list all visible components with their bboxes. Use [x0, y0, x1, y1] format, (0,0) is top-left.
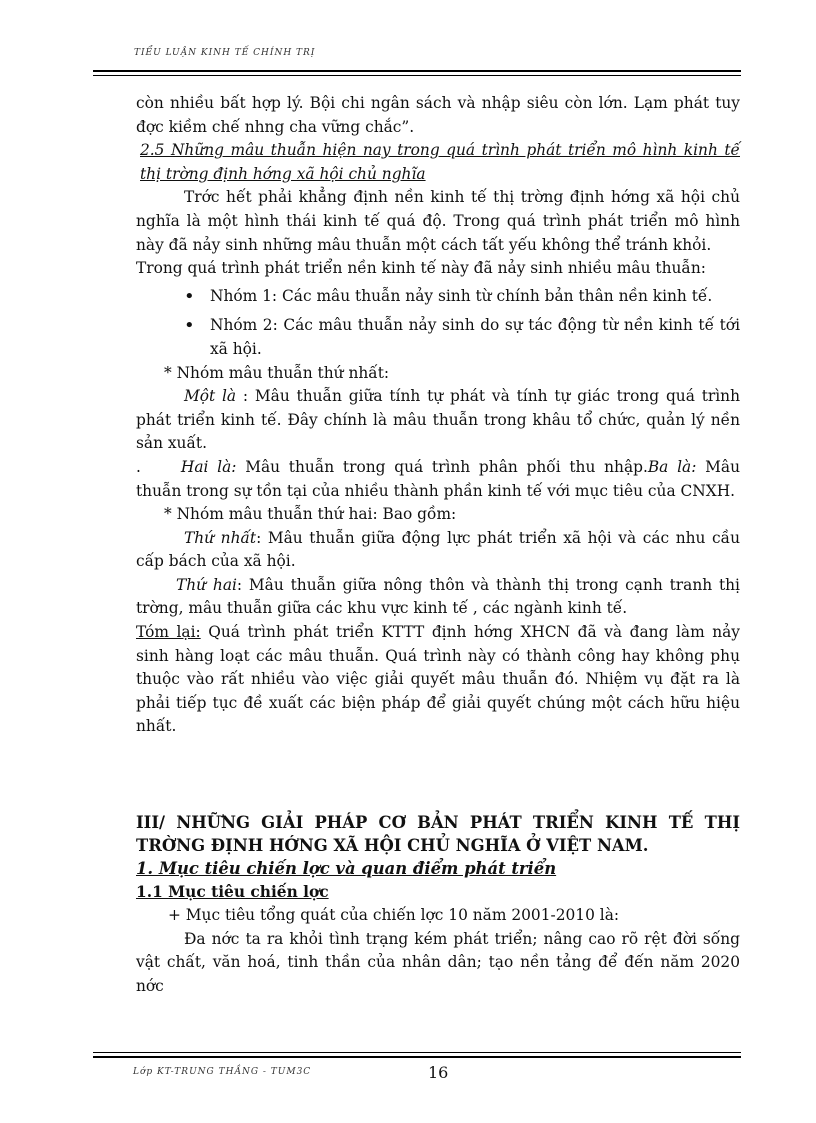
section-heading-1: 1. Mục tiêu chiến lợc và quan điểm phát triển — [136, 859, 557, 879]
page-number: 16 — [428, 1063, 449, 1082]
label-hai-la: Hai là: — [180, 457, 237, 476]
text: : Mâu thuẫn giữa tính tự phát và tính tự giác trong quá trình phát triển kinh tế. Đây chính là mâu thuẫn trong khâu tổ chức, quản lý nền sản xuất. — [136, 387, 740, 453]
header-rule-thin — [93, 75, 741, 76]
body-text — [136, 92, 740, 999]
paragraph — [136, 385, 740, 456]
label-mot-la: Một là — [184, 387, 237, 406]
chapter-heading: III/ NHỮNG GIẢI PHÁP CƠ BẢN PHÁT TRIỂN KINH TẾ THỊ TRỜNG ĐỊNH HỚNG XÃ HỘI CHỦ NGHĨA Ở VIỆT NAM. — [136, 813, 740, 856]
label-thu-hai: Thứ hai — [176, 575, 237, 594]
label-thu-nhat: Thứ nhất — [184, 528, 257, 547]
section-heading-2-5: 2.5 Những mâu thuẫn hiện nay trong quá trình phát triển mô hình kinh tế thị trờng định hớng xã hội chủ nghĩa — [140, 141, 740, 183]
group-heading: * Nhóm mâu thuẫn thứ nhất: — [164, 363, 390, 382]
paragraph: còn nhiều bất hợp lý. Bội chi ngân sách và nhập siêu còn lớn. Lạm phát tuy đợc kiềm chế nhng cha vững chắc”. — [136, 94, 740, 136]
running-footer: Lớp KT-TRUNG THẦNG - TUM3C — [133, 1067, 312, 1077]
paragraph: Trong quá trình phát triển nền kinh tế này đã nảy sinh nhiều mâu thuẫn: — [136, 259, 706, 278]
bullet-text: Nhóm 2: Các mâu thuẫn nảy sinh do sự tác động từ nền kinh tế tới xã hội. — [210, 316, 740, 358]
bullet-icon: • — [184, 315, 195, 337]
text: Mâu thuẫn trong sự tồn tại của nhiều thành phần kinh tế với mục tiêu của CNXH. — [136, 457, 740, 500]
paragraph — [136, 621, 740, 739]
text: Mâu thuẫn trong quá trình phân phối thu nhập. — [236, 457, 648, 476]
label-tom-lai: Tóm lại: — [136, 623, 201, 642]
label-ba-la: Ba là: — [647, 457, 697, 476]
paragraph — [136, 574, 740, 621]
section-heading-1-1: 1.1 Mục tiêu chiến lợc — [136, 882, 329, 901]
paragraph — [136, 456, 740, 503]
running-header: TIỂU LUẬN KINH TẾ CHÍNH TRỊ — [134, 48, 316, 58]
paragraph: Trớc hết phải khẳng định nền kinh tế thị trờng định hớng xã hội chủ nghĩa là một hình thái kinh tế quá độ. Trong quá trình phát triển mô hình này đã nảy sinh những mâu thuẫn một cách tất yếu không thể tránh khỏi. — [136, 188, 740, 254]
bullet-item — [136, 285, 740, 309]
bullet-text: Nhóm 1: Các mâu thuẫn nảy sinh từ chính bản thân nền kinh tế. — [210, 286, 713, 305]
paragraph — [136, 527, 740, 574]
text: Quá trình phát triển KTTT định hớng XHCN đã và đang làm nảy sinh hàng loạt các mâu thuẫn. Quá trình này có thành công hay không phụ thuộc vào rất nhiều vào việc giải quyết mâu thuẫn đó. Nhiệm vụ đặt ra là phải tiếp tục đề xuất các biện pháp để giải quyết chúng một cách hữu hiệu nhất. — [136, 623, 740, 736]
paragraph: Đa nớc ta ra khỏi tình trạng kém phát triển; nâng cao rõ rệt đời sống vật chất, văn hoá, tinh thần của nhân dân; tạo nền tảng để đến năm 2020 nớc — [136, 929, 740, 995]
bullet-icon: • — [184, 285, 195, 307]
header-rule — [93, 70, 741, 72]
text: : Mâu thuẫn giữa nông thôn và thành thị trong cạnh tranh thị trờng, mâu thuẫn giữa các khu vực kinh tế , các ngành kinh tế. — [136, 575, 740, 618]
footer-rule — [93, 1056, 741, 1058]
paragraph: + Mục tiêu tổng quát của chiến lợc 10 năm 2001-2010 là: — [168, 906, 620, 925]
text: . — [136, 457, 141, 476]
text: : Mâu thuẫn giữa động lực phát triển xã hội và các nhu cầu cấp bách của xã hội. — [136, 528, 740, 571]
footer-rule-thin — [93, 1052, 741, 1053]
bullet-item — [136, 314, 740, 361]
group-heading: * Nhóm mâu thuẫn thứ hai: Bao gồm: — [164, 505, 457, 524]
